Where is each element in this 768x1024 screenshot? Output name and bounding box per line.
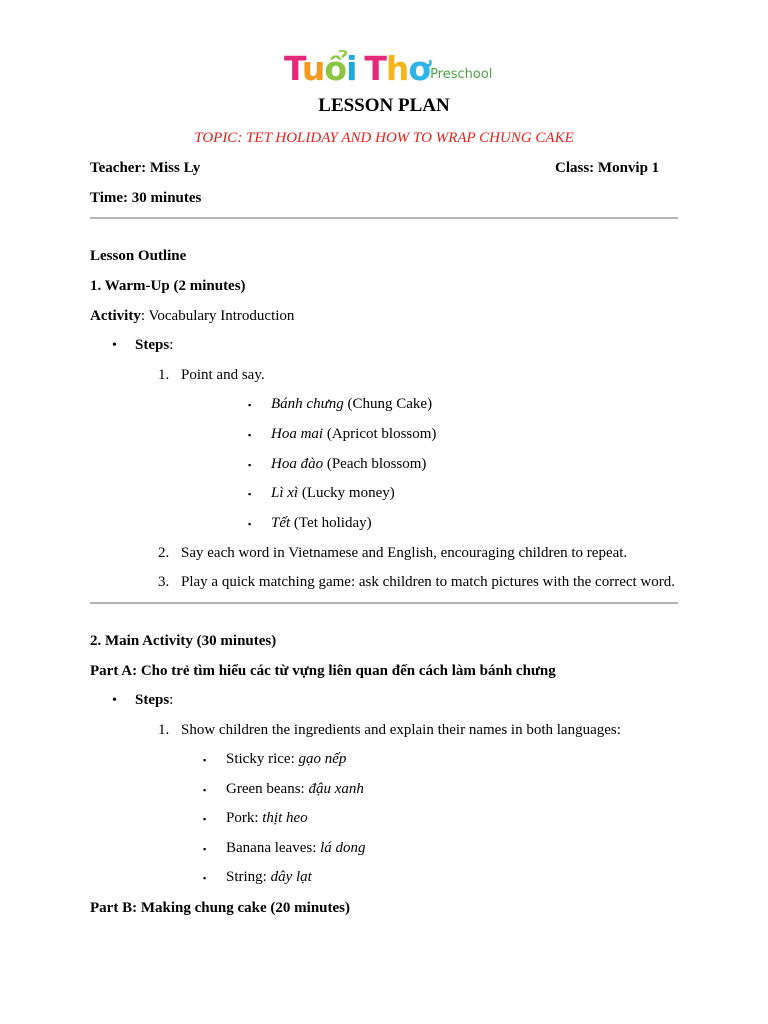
- vocab-item: [271, 514, 372, 532]
- vocab-item: [271, 484, 395, 502]
- vocab-en: (Peach blossom): [323, 456, 427, 472]
- vocab-item: [271, 455, 426, 473]
- square-bullet-icon: ▪: [248, 489, 252, 499]
- vocab-item: [271, 395, 432, 413]
- activity-label: Activity: [90, 308, 141, 324]
- ingredient-en: Banana leaves:: [226, 840, 321, 856]
- steps-line: [135, 691, 173, 709]
- vocab-item: [271, 425, 436, 443]
- vocab-vi: Hoa mai: [271, 426, 324, 442]
- vocab-vi: Tết: [271, 515, 291, 531]
- ingredient-en: Green beans:: [226, 781, 309, 797]
- ingredient-vi: dây lạt: [270, 869, 312, 885]
- class-label: Class: Monvip 1: [555, 160, 660, 176]
- vocab-vi: Hoa đào: [271, 456, 324, 472]
- step-number: 1.: [158, 722, 170, 738]
- vocab-en: (Chung Cake): [343, 396, 433, 412]
- warmup-heading: 1. Warm-Up (2 minutes): [90, 278, 246, 294]
- logo-letter: ổ: [324, 49, 347, 88]
- ingredient-en: Sticky rice:: [226, 751, 299, 767]
- lesson-topic: TOPIC: TET HOLIDAY AND HOW TO WRAP CHUNG CAKE: [194, 130, 574, 146]
- square-bullet-icon: ▪: [248, 400, 252, 410]
- step-text: Show children the ingredients and explain their names in both languages:: [181, 722, 621, 738]
- step-number: 2.: [158, 545, 170, 561]
- steps-line: [135, 336, 173, 354]
- divider: [90, 217, 678, 219]
- vocab-vi: Bánh chưng: [271, 396, 344, 412]
- logo-letter: i: [346, 49, 357, 88]
- divider: [90, 602, 678, 604]
- square-bullet-icon: ▪: [203, 844, 207, 854]
- vocab-en: (Apricot blossom): [323, 426, 437, 442]
- ingredient-item: [226, 809, 308, 827]
- step-text: Play a quick matching game: ask children to match pictures with the correct word.: [181, 574, 676, 590]
- activity-text: : Vocabulary Introduction: [140, 308, 295, 324]
- steps-label: Steps: [135, 337, 170, 353]
- step-number: 1.: [158, 367, 170, 383]
- square-bullet-icon: ▪: [248, 519, 252, 529]
- logo-letter: ơ: [408, 49, 431, 88]
- page-title: LESSON PLAN: [318, 95, 450, 116]
- steps-label: Steps: [135, 692, 170, 708]
- ingredient-vi: đậu xanh: [308, 781, 364, 797]
- ingredient-en: String:: [226, 869, 271, 885]
- ingredient-item: [226, 750, 346, 768]
- teacher-label: Teacher: Miss Ly: [90, 160, 201, 176]
- steps-colon: :: [169, 337, 174, 353]
- steps-colon: :: [169, 692, 174, 708]
- activity-line: [90, 307, 294, 325]
- step-text: Point and say.: [181, 367, 265, 383]
- square-bullet-icon: ▪: [203, 755, 207, 765]
- main-activity-heading: 2. Main Activity (30 minutes): [90, 633, 277, 649]
- ingredient-item: [226, 839, 366, 857]
- vocab-en: (Tet holiday): [290, 515, 372, 531]
- square-bullet-icon: ▪: [203, 785, 207, 795]
- time-label: Time: 30 minutes: [90, 190, 202, 206]
- ingredient-vi: lá dong: [320, 840, 366, 856]
- ingredient-vi: thịt heo: [262, 810, 308, 826]
- part-b-heading: Part B: Making chung cake (20 minutes): [90, 900, 350, 916]
- bullet-icon: •: [112, 338, 117, 353]
- ingredient-item: [226, 780, 364, 798]
- step-number: 3.: [158, 574, 170, 590]
- logo-letter: T: [284, 49, 302, 88]
- part-a-heading: Part A: Cho trẻ tìm hiểu các từ vựng liên quan đến cách làm bánh chưng: [90, 663, 556, 679]
- bullet-icon: •: [112, 693, 117, 708]
- ingredient-en: Pork:: [226, 810, 263, 826]
- logo-letter: u: [301, 49, 325, 88]
- square-bullet-icon: ▪: [203, 873, 207, 883]
- square-bullet-icon: ▪: [203, 814, 207, 824]
- ingredient-item: [226, 868, 312, 886]
- ingredient-vi: gạo nếp: [298, 751, 347, 767]
- preschool-logo: [284, 49, 493, 90]
- vocab-en: (Lucky money): [298, 485, 395, 501]
- square-bullet-icon: ▪: [248, 430, 252, 440]
- square-bullet-icon: ▪: [248, 460, 252, 470]
- logo-letter: h: [385, 49, 409, 88]
- logo-letter: T: [364, 49, 386, 88]
- vocab-vi: Lì xì: [271, 485, 299, 501]
- logo-subtitle: Preschool: [430, 67, 493, 82]
- outline-heading: Lesson Outline: [90, 248, 187, 264]
- step-text: Say each word in Vietnamese and English, encouraging children to repeat.: [181, 545, 628, 561]
